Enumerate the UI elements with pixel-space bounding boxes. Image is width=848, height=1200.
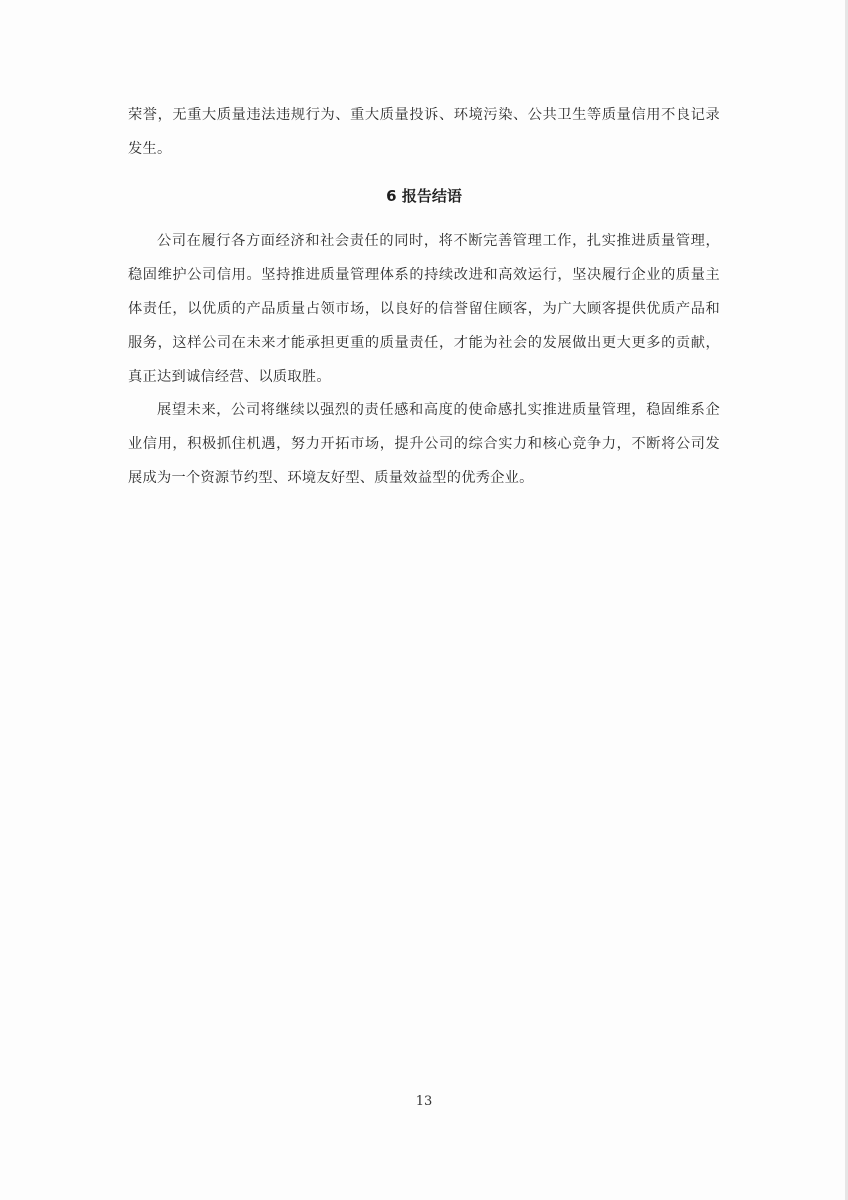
section-heading: 6 报告结语 <box>386 187 462 205</box>
paragraph-conclusion: 公司在履行各方面经济和社会责任的同时，将不断完善管理工作，扎实推进质量管理，稳固维护公司信用。坚持推进质量管理体系的持续改进和高效运行，坚决履行企业的质量主体责任，以优质的产品质量占领市场，以良好的信誉留住顾客，为广大顾客提供优质产品和服务，这样公司在未来才能承担更重的质量责任，才能为社会的发展做出更大更多的贡献，真正达到诚信经营、以质取胜。 <box>128 233 720 385</box>
paragraph-outlook: 展望未来，公司将继续以强烈的责任感和高度的使命感扎实推进质量管理，稳固维系企业信用，积极抓住机遇，努力开拓市场，提升公司的综合实力和核心竞争力，不断将公司发展成为一个资源节约型、环境友好型、质量效益型的优秀企业。 <box>128 402 720 486</box>
page-number: 13 <box>415 1094 433 1109</box>
continuation-paragraph: 荣誉，无重大质量违法违规行为、重大质量投诉、环境污染、公共卫生等质量信用不良记录发生。 <box>128 107 720 157</box>
